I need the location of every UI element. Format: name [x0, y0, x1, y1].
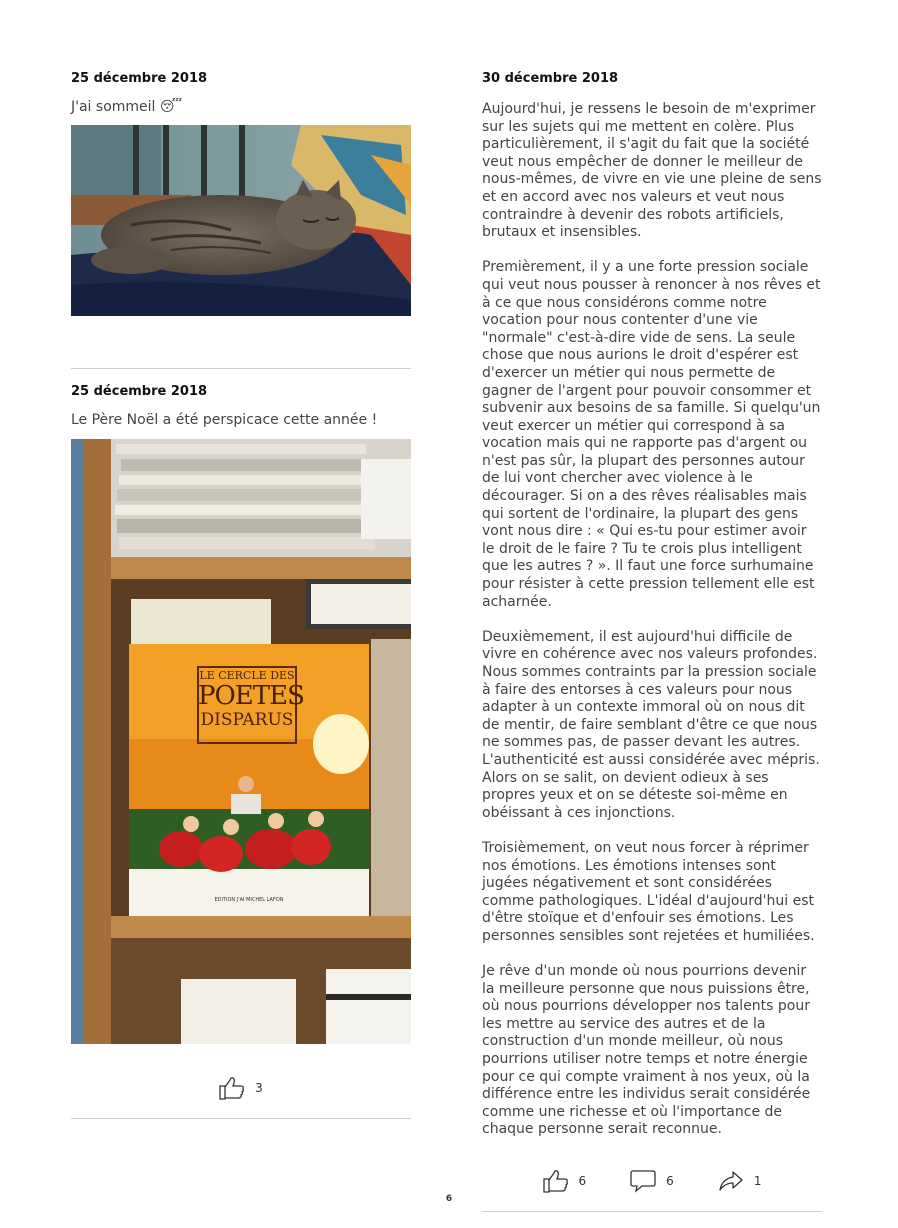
like-count: 6: [578, 1174, 587, 1189]
page-number: 6: [445, 1194, 453, 1204]
left-column: [71, 70, 411, 1119]
like-reaction[interactable]: [219, 1076, 263, 1100]
share-count: 1: [753, 1174, 762, 1189]
post-text: Le Père Noël a été perspicace cette année !: [71, 411, 378, 428]
post-divider: [482, 1211, 822, 1212]
post-reactions: [482, 1169, 822, 1193]
post-date: 25 décembre 2018: [71, 383, 208, 399]
post-text-content: J'ai sommeil: [71, 99, 156, 115]
post-essay: [482, 70, 822, 1212]
post-sleepy-cat: [71, 70, 411, 316]
share-reaction[interactable]: [718, 1169, 762, 1193]
thumbs-up-icon: [219, 1076, 245, 1100]
book-title-line2: POETES: [198, 681, 304, 712]
post-date: 30 décembre 2018: [482, 71, 619, 86]
book-title-line1: LE CERCLE DES: [199, 669, 295, 683]
book-title: [198, 669, 304, 731]
post-text: [71, 99, 411, 117]
post-paragraph: Aujourd'hui, je ressens le besoin de m'exprimer sur les sujets qui me mettent en colère. Plus particulièrement, il s'agit du fait que la société veut nous empêcher de donner le meilleur de nous-mêmes, de vivre en vie une pleine de sens et en accord avec nos valeurs et veut nous contraindre à devenir des robots artificiels, brutaux et insensibles.: [482, 101, 822, 241]
like-count: 3: [255, 1081, 263, 1096]
post-book-gift: [71, 383, 411, 1120]
post-paragraph: Je rêve d'un monde où nous pourrions devenir la meilleure personne que nous puissions être, où nous pourrions développer nos talents pour les mettre au service des autres et de la construction d'un monde meilleur, où nous pourrions utiliser notre temps et notre énergie pour ce qui compte vraiment à nos yeux, où la différence entre les individus serait considérée comme une richesse et où l'importance de chaque personne serait reconnue.: [482, 963, 811, 1138]
post-paragraph: Troisièmement, on veut nous forcer à réprimer nos émotions. Les émotions intenses sont jugées négativement et sont considérées comme pathologiques. L'idéal d'aujourd'hui est d'être stoïque et d'enfouir ses émotions. Les personnes sensibles sont rejetées et humiliées.: [482, 839, 815, 944]
book-publisher: EDITION J'AI MICHEL LAFON: [214, 897, 284, 904]
like-reaction[interactable]: [543, 1169, 587, 1193]
post-date: 25 décembre 2018: [71, 71, 208, 86]
post-paragraph: Premièrement, il y a une forte pression sociale qui veut nous pousser à renoncer à nos rêves et à ce que nous considérons comme notre vocation pour nous contenter d'une vie "normale" c'est-à-dire vide de sens. La seule chose que nous aurions le droit d'espérer est d'exercer un métier qui nous permette de gagner de l'argent pour pouvoir consommer et subvenir aux besoins de sa famille. Si quelqu'un veut exercer un métier qui correspond à sa vocation mais qui ne rapporte pas d'argent ou n'est pas sûr, la plupart des personnes autour de lui vont chercher avec violence à le décourager. Si on a des rêves réalisables mais qui sortent de l'ordinaire, la plupart des gens vont nous dire : « Qui es-tu pour estimer avoir le droit de le faire ? Tu te crois plus intelligent que les autres ? ». Il faut une force surhumaine pour résister à cette pression tellement elle est acharnée.: [482, 259, 821, 610]
comment-reaction[interactable]: [630, 1169, 674, 1193]
speech-bubble-icon: [630, 1169, 656, 1193]
book-title-line3: DISPARUS: [200, 710, 294, 731]
bookshelf-image: [71, 439, 411, 1044]
cat-photo: [71, 125, 411, 316]
post-divider: [71, 1118, 411, 1119]
thumbs-up-icon: [543, 1169, 569, 1193]
book-shelf-photo: [71, 439, 411, 1044]
comment-count: 6: [666, 1174, 674, 1189]
post-reactions: [71, 1076, 411, 1100]
sleeping-cat-image: [71, 125, 411, 316]
share-arrow-icon: [718, 1169, 744, 1193]
right-column: [482, 70, 822, 1212]
sleeping-face-emoji: 😴: [159, 99, 183, 115]
post-paragraph: Deuxièmement, il est aujourd'hui difficile de vivre en cohérence avec nos valeurs profondes. Nous sommes contraints par la pression sociale à faire des entorses à ces valeurs pour nous adapter à un contexte immoral où on nous dit de mentir, de faire semblant d'être ce que nous ne sommes pas, de passer devant les autres. L'authenticité est aussi considérée avec mépris. Alors on se salit, on devient odieux à ses propres yeux et on se déteste soi-même en obéissant à ces injonctions.: [482, 628, 820, 821]
